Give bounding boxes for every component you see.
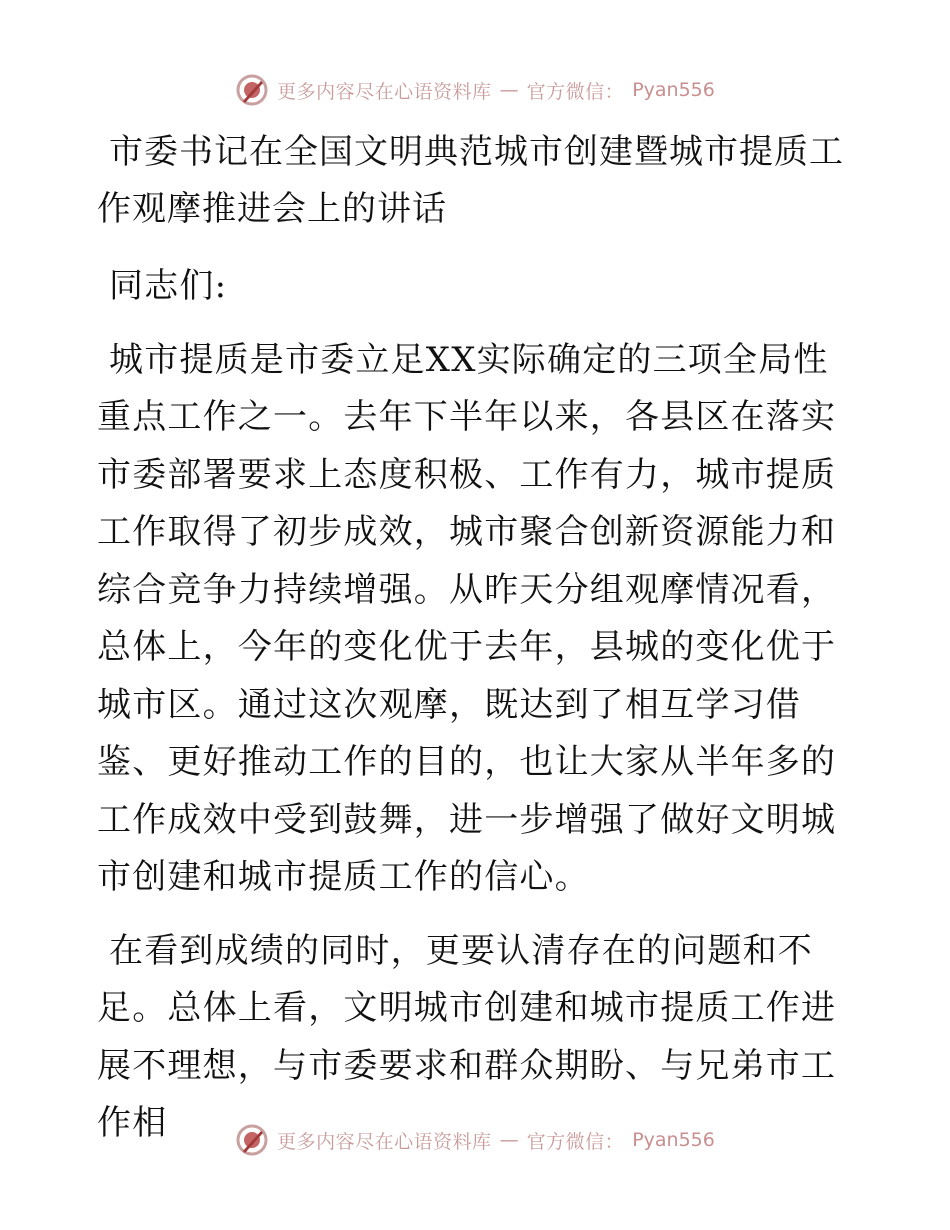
footer-watermark [0, 1120, 950, 1160]
watermark-wechat-id: Pyan556 [632, 1129, 715, 1151]
watermark-wechat-label: 官方微信： [526, 1130, 625, 1153]
watermark-wechat-label: 官方微信： [526, 80, 625, 103]
pen-logo-icon [235, 73, 269, 107]
watermark-text: 更多内容尽在心语资料库 [277, 1130, 492, 1153]
paragraph-1: 城市提质是市委立足XX实际确定的三项全局性重点工作之一。去年下半年以来，各县区在落实市委部署要求上态度积极、工作有力，城市提质工作取得了初步成效，城市聚合创新资源能力和综合竞争力持续增强。从昨天分组观摩情况看，总体上，今年的变化优于去年，县城的变化优于城市区。通过这次观摩，既达到了相互学习借鉴、更好推动工作的目的，也让大家从半年多的工作成效中受到鼓舞，进一步增强了做好文明城市创建和城市提质工作的信心。 [97, 339, 837, 897]
watermark-text: 更多内容尽在心语资料库 [277, 80, 492, 103]
header-watermark [0, 70, 950, 110]
salutation: 同志们: [109, 266, 228, 306]
document-body [97, 124, 852, 1169]
watermark-separator: — [499, 79, 519, 101]
watermark-separator: — [499, 1129, 519, 1151]
watermark-wechat-id: Pyan556 [632, 79, 715, 101]
pen-logo-icon [235, 1123, 269, 1157]
paragraph-2: 在看到成绩的同时，更要认清存在的问题和不足。总体上看，文明城市创建和城市提质工作进展不理想，与市委要求和群众期盼、与兄弟市工作相 [97, 930, 837, 1143]
document-title: 市委书记在全国文明典范城市创建暨城市提质工作观摩推进会上的讲话 [97, 132, 844, 229]
